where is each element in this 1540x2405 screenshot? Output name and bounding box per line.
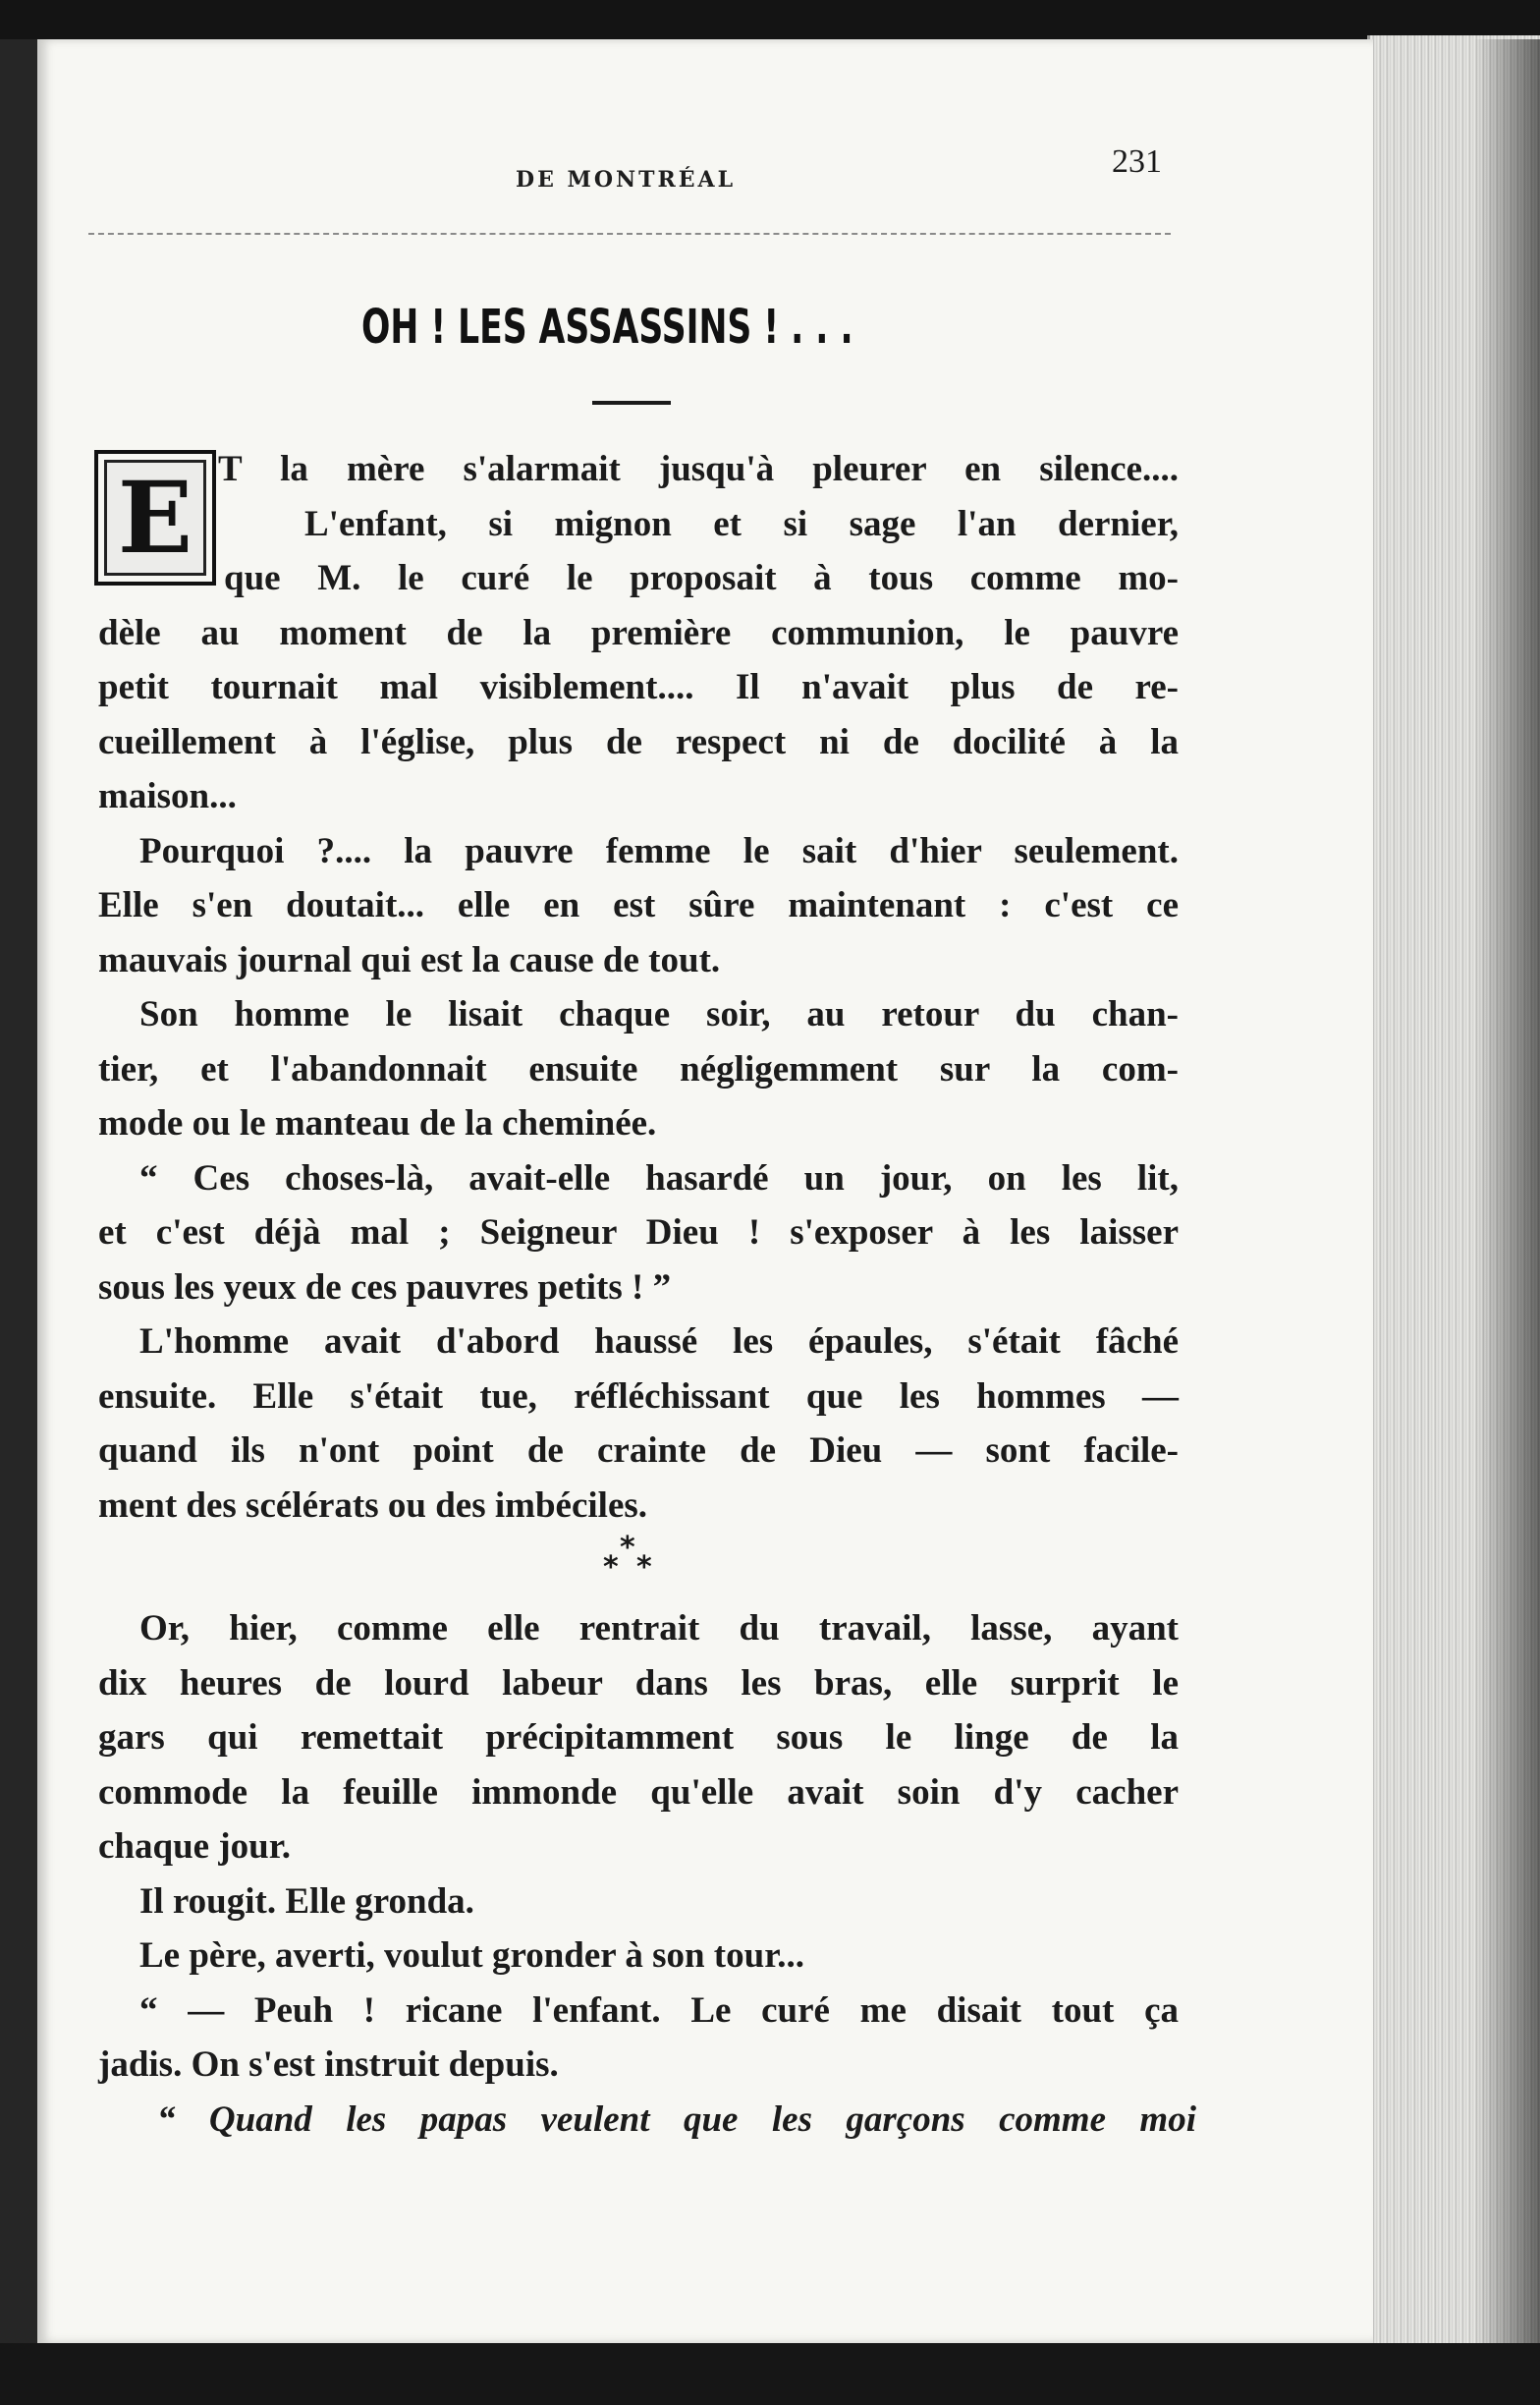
running-head: DE MONTRÉAL xyxy=(516,167,737,193)
asterism-star: * xyxy=(603,1550,619,1585)
text-line: “ — Peuh ! ricane l'enfant. Le curé me disait tout ça xyxy=(139,1990,1179,2031)
drop-cap-letter: E xyxy=(117,460,193,576)
text-line: petit tournait mal visiblement.... Il n'avait plus de re- xyxy=(98,667,1179,707)
header-rule xyxy=(88,233,1171,235)
text-line: T la mère s'alarmait jusqu'à pleurer en silence.... xyxy=(218,449,1179,489)
text-line: Il rougit. Elle gronda. xyxy=(139,1881,474,1922)
text-line: L'homme avait d'abord haussé les épaules, s'était fâché xyxy=(139,1321,1179,1362)
text-line: mauvais journal qui est la cause de tout. xyxy=(98,940,721,980)
text-line: Or, hier, comme elle rentrait du travail, lasse, ayant xyxy=(139,1608,1179,1649)
text-line: chaque jour. xyxy=(98,1826,292,1867)
text-line: et c'est déjà mal ; Seigneur Dieu ! s'exposer à les laisser xyxy=(98,1212,1179,1253)
text-line: commode la feuille immonde qu'elle avait soin d'y cacher xyxy=(98,1772,1179,1813)
section-asterism xyxy=(601,1531,660,1586)
text-line: gars qui remettait précipitamment sous le linge de la xyxy=(98,1717,1179,1758)
text-line: Pourquoi ?.... la pauvre femme le sait d'hier seulement. xyxy=(139,831,1179,871)
text-line: ensuite. Elle s'était tue, réfléchissant que les hommes — xyxy=(98,1376,1179,1417)
text-line: quand ils n'ont point de crainte de Dieu — sont facile- xyxy=(98,1430,1179,1471)
chapter-title: OH ! LES ASSASSINS ! . . . xyxy=(361,300,853,355)
text-line: Elle s'en doutait... elle en est sûre maintenant : c'est ce xyxy=(98,885,1179,925)
title-rule xyxy=(592,401,671,405)
text-line: “ Ces choses-là, avait-elle hasardé un jour, on les lit, xyxy=(139,1158,1179,1199)
text-line: mode ou le manteau de la cheminée. xyxy=(98,1103,657,1144)
text-line: Son homme le lisait chaque soir, au retour du chan- xyxy=(139,994,1179,1035)
text-line: jadis. On s'est instruit depuis. xyxy=(98,2044,559,2085)
text-line: “ Quand les papas veulent que les garçons comme moi xyxy=(157,2099,1196,2140)
text-line: cueillement à l'église, plus de respect ni de docilité à la xyxy=(98,722,1179,762)
text-line: maison... xyxy=(98,776,237,816)
text-line: Le père, averti, voulut gronder à son tour... xyxy=(139,1935,804,1976)
page-number: 231 xyxy=(1112,143,1162,180)
ornamental-drop-cap xyxy=(94,450,216,586)
text-line: tier, et l'abandonnait ensuite négligemment sur la com- xyxy=(98,1049,1179,1090)
text-line: dix heures de lourd labeur dans les bras, elle surprit le xyxy=(98,1663,1179,1704)
asterism-star: * xyxy=(636,1550,652,1585)
text-line: que M. le curé le proposait à tous comme mo- xyxy=(224,558,1179,598)
text-line: L'enfant, si mignon et si sage l'an dernier, xyxy=(304,504,1179,544)
text-line: sous les yeux de ces pauvres petits ! ” xyxy=(98,1267,672,1308)
text-line: dèle au moment de la première communion, le pauvre xyxy=(98,613,1179,653)
scan-border-bottom xyxy=(0,2343,1540,2405)
page-edges-shadow xyxy=(1473,39,1540,2358)
asterism-star: * xyxy=(620,1531,635,1565)
text-line: ment des scélérats ou des imbéciles. xyxy=(98,1485,648,1526)
